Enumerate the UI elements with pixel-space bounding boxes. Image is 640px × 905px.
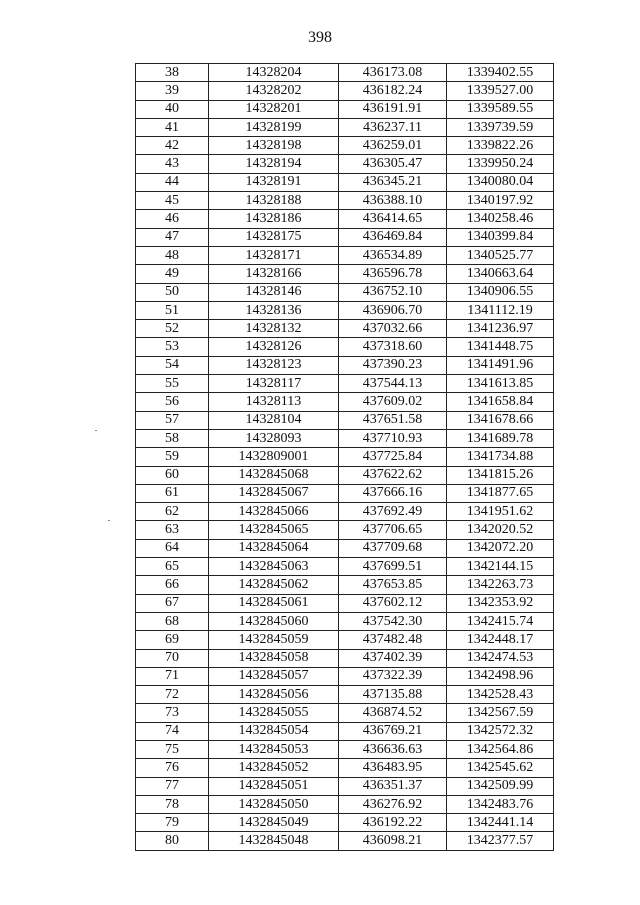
table-row (136, 539, 554, 557)
x-coordinate-cell: 437699.51 (339, 558, 447, 576)
point-number-cell: 59 (136, 448, 209, 466)
y-coordinate-cell: 1340399.84 (447, 228, 554, 246)
point-number-cell: 58 (136, 429, 209, 447)
point-id-cell: 1432845064 (209, 539, 339, 557)
table-row (136, 338, 554, 356)
x-coordinate-cell: 437032.66 (339, 320, 447, 338)
table-row (136, 155, 554, 173)
point-id-cell: 14328202 (209, 82, 339, 100)
x-coordinate-cell: 437709.68 (339, 539, 447, 557)
table-row (136, 686, 554, 704)
y-coordinate-cell: 1342567.59 (447, 704, 554, 722)
point-number-cell: 55 (136, 375, 209, 393)
x-coordinate-cell: 436345.21 (339, 173, 447, 191)
table-row (136, 411, 554, 429)
x-coordinate-cell: 437135.88 (339, 686, 447, 704)
x-coordinate-cell: 437544.13 (339, 375, 447, 393)
y-coordinate-cell: 1342509.99 (447, 777, 554, 795)
point-number-cell: 42 (136, 137, 209, 155)
table-row (136, 393, 554, 411)
point-id-cell: 14328146 (209, 283, 339, 301)
point-id-cell: 14328113 (209, 393, 339, 411)
point-number-cell: 61 (136, 484, 209, 502)
point-number-cell: 54 (136, 356, 209, 374)
point-number-cell: 47 (136, 228, 209, 246)
point-number-cell: 64 (136, 539, 209, 557)
point-number-cell: 70 (136, 649, 209, 667)
coordinates-table-body (136, 64, 554, 851)
x-coordinate-cell: 436636.63 (339, 740, 447, 758)
point-number-cell: 53 (136, 338, 209, 356)
point-id-cell: 14328188 (209, 192, 339, 210)
x-coordinate-cell: 436237.11 (339, 118, 447, 136)
point-id-cell: 1432845048 (209, 832, 339, 850)
y-coordinate-cell: 1342474.53 (447, 649, 554, 667)
y-coordinate-cell: 1341448.75 (447, 338, 554, 356)
table-row (136, 265, 554, 283)
x-coordinate-cell: 436191.91 (339, 100, 447, 118)
y-coordinate-cell: 1342263.73 (447, 576, 554, 594)
table-row (136, 576, 554, 594)
x-coordinate-cell: 436752.10 (339, 283, 447, 301)
table-row (136, 667, 554, 685)
point-id-cell: 14328132 (209, 320, 339, 338)
table-row (136, 814, 554, 832)
point-number-cell: 69 (136, 631, 209, 649)
point-id-cell: 14328191 (209, 173, 339, 191)
table-row (136, 192, 554, 210)
point-id-cell: 1432845056 (209, 686, 339, 704)
table-row (136, 100, 554, 118)
x-coordinate-cell: 437602.12 (339, 594, 447, 612)
point-id-cell: 1432845062 (209, 576, 339, 594)
point-number-cell: 76 (136, 759, 209, 777)
table-row (136, 448, 554, 466)
y-coordinate-cell: 1341112.19 (447, 301, 554, 319)
point-id-cell: 1432845061 (209, 594, 339, 612)
x-coordinate-cell: 437651.58 (339, 411, 447, 429)
table-row (136, 759, 554, 777)
scan-speck (108, 520, 110, 521)
y-coordinate-cell: 1339950.24 (447, 155, 554, 173)
y-coordinate-cell: 1342020.52 (447, 521, 554, 539)
y-coordinate-cell: 1339402.55 (447, 64, 554, 82)
x-coordinate-cell: 437622.62 (339, 466, 447, 484)
table-row (136, 375, 554, 393)
point-id-cell: 14328093 (209, 429, 339, 447)
point-number-cell: 51 (136, 301, 209, 319)
table-row (136, 246, 554, 264)
point-id-cell: 1432845050 (209, 795, 339, 813)
table-row (136, 228, 554, 246)
x-coordinate-cell: 436414.65 (339, 210, 447, 228)
x-coordinate-cell: 436534.89 (339, 246, 447, 264)
table-row (136, 301, 554, 319)
x-coordinate-cell: 437390.23 (339, 356, 447, 374)
point-id-cell: 14328123 (209, 356, 339, 374)
table-row (136, 740, 554, 758)
y-coordinate-cell: 1340906.55 (447, 283, 554, 301)
y-coordinate-cell: 1342564.86 (447, 740, 554, 758)
point-id-cell: 14328186 (209, 210, 339, 228)
coordinates-table (135, 63, 554, 851)
x-coordinate-cell: 436469.84 (339, 228, 447, 246)
x-coordinate-cell: 436192.22 (339, 814, 447, 832)
x-coordinate-cell: 436483.95 (339, 759, 447, 777)
point-number-cell: 68 (136, 612, 209, 630)
table-row (136, 64, 554, 82)
x-coordinate-cell: 437706.65 (339, 521, 447, 539)
point-number-cell: 39 (136, 82, 209, 100)
table-row (136, 521, 554, 539)
y-coordinate-cell: 1340080.04 (447, 173, 554, 191)
x-coordinate-cell: 437710.93 (339, 429, 447, 447)
point-number-cell: 56 (136, 393, 209, 411)
point-id-cell: 1432845067 (209, 484, 339, 502)
y-coordinate-cell: 1342377.57 (447, 832, 554, 850)
table-row (136, 795, 554, 813)
point-id-cell: 14328171 (209, 246, 339, 264)
page-number: 398 (308, 29, 332, 46)
point-id-cell: 14328175 (209, 228, 339, 246)
point-number-cell: 46 (136, 210, 209, 228)
point-id-cell: 1432845059 (209, 631, 339, 649)
table-row (136, 722, 554, 740)
point-number-cell: 44 (136, 173, 209, 191)
point-number-cell: 52 (136, 320, 209, 338)
point-number-cell: 77 (136, 777, 209, 795)
y-coordinate-cell: 1342448.17 (447, 631, 554, 649)
point-number-cell: 75 (136, 740, 209, 758)
point-number-cell: 45 (136, 192, 209, 210)
x-coordinate-cell: 436182.24 (339, 82, 447, 100)
point-number-cell: 65 (136, 558, 209, 576)
coordinates-table-container (135, 63, 554, 851)
point-number-cell: 73 (136, 704, 209, 722)
x-coordinate-cell: 436098.21 (339, 832, 447, 850)
point-id-cell: 1432845063 (209, 558, 339, 576)
y-coordinate-cell: 1342498.96 (447, 667, 554, 685)
x-coordinate-cell: 437725.84 (339, 448, 447, 466)
table-row (136, 82, 554, 100)
point-id-cell: 14328201 (209, 100, 339, 118)
point-id-cell: 1432845051 (209, 777, 339, 795)
point-id-cell: 14328166 (209, 265, 339, 283)
table-row (136, 429, 554, 447)
table-row (136, 631, 554, 649)
point-number-cell: 74 (136, 722, 209, 740)
table-row (136, 594, 554, 612)
y-coordinate-cell: 1341236.97 (447, 320, 554, 338)
point-id-cell: 14328194 (209, 155, 339, 173)
table-row (136, 649, 554, 667)
y-coordinate-cell: 1340197.92 (447, 192, 554, 210)
point-number-cell: 66 (136, 576, 209, 594)
y-coordinate-cell: 1342528.43 (447, 686, 554, 704)
point-number-cell: 62 (136, 503, 209, 521)
table-row (136, 210, 554, 228)
point-id-cell: 1432845066 (209, 503, 339, 521)
y-coordinate-cell: 1342144.15 (447, 558, 554, 576)
point-number-cell: 41 (136, 118, 209, 136)
table-row (136, 704, 554, 722)
y-coordinate-cell: 1340258.46 (447, 210, 554, 228)
x-coordinate-cell: 436769.21 (339, 722, 447, 740)
y-coordinate-cell: 1339739.59 (447, 118, 554, 136)
y-coordinate-cell: 1341658.84 (447, 393, 554, 411)
point-id-cell: 1432845065 (209, 521, 339, 539)
y-coordinate-cell: 1342572.32 (447, 722, 554, 740)
table-row (136, 832, 554, 850)
point-number-cell: 40 (136, 100, 209, 118)
point-id-cell: 1432845068 (209, 466, 339, 484)
point-number-cell: 71 (136, 667, 209, 685)
table-row (136, 283, 554, 301)
y-coordinate-cell: 1342415.74 (447, 612, 554, 630)
x-coordinate-cell: 437318.60 (339, 338, 447, 356)
y-coordinate-cell: 1340663.64 (447, 265, 554, 283)
y-coordinate-cell: 1341491.96 (447, 356, 554, 374)
table-row (136, 484, 554, 502)
point-id-cell: 14328104 (209, 411, 339, 429)
table-row (136, 356, 554, 374)
point-number-cell: 72 (136, 686, 209, 704)
table-row (136, 503, 554, 521)
x-coordinate-cell: 437322.39 (339, 667, 447, 685)
point-number-cell: 63 (136, 521, 209, 539)
point-id-cell: 1432845058 (209, 649, 339, 667)
y-coordinate-cell: 1339589.55 (447, 100, 554, 118)
point-id-cell: 1432845054 (209, 722, 339, 740)
point-id-cell: 1432845055 (209, 704, 339, 722)
x-coordinate-cell: 437482.48 (339, 631, 447, 649)
point-id-cell: 14328204 (209, 64, 339, 82)
x-coordinate-cell: 437402.39 (339, 649, 447, 667)
point-id-cell: 14328136 (209, 301, 339, 319)
table-row (136, 777, 554, 795)
table-row (136, 558, 554, 576)
y-coordinate-cell: 1342545.62 (447, 759, 554, 777)
y-coordinate-cell: 1341678.66 (447, 411, 554, 429)
y-coordinate-cell: 1342441.14 (447, 814, 554, 832)
y-coordinate-cell: 1339822.26 (447, 137, 554, 155)
point-id-cell: 1432845049 (209, 814, 339, 832)
point-number-cell: 48 (136, 246, 209, 264)
x-coordinate-cell: 437609.02 (339, 393, 447, 411)
y-coordinate-cell: 1340525.77 (447, 246, 554, 264)
table-row (136, 118, 554, 136)
table-row (136, 320, 554, 338)
scan-speck (95, 430, 97, 431)
point-id-cell: 1432809001 (209, 448, 339, 466)
x-coordinate-cell: 436173.08 (339, 64, 447, 82)
point-id-cell: 14328199 (209, 118, 339, 136)
point-number-cell: 49 (136, 265, 209, 283)
table-row (136, 612, 554, 630)
point-id-cell: 14328117 (209, 375, 339, 393)
table-row (136, 137, 554, 155)
x-coordinate-cell: 436906.70 (339, 301, 447, 319)
x-coordinate-cell: 436388.10 (339, 192, 447, 210)
x-coordinate-cell: 437542.30 (339, 612, 447, 630)
x-coordinate-cell: 436276.92 (339, 795, 447, 813)
y-coordinate-cell: 1341877.65 (447, 484, 554, 502)
point-number-cell: 50 (136, 283, 209, 301)
x-coordinate-cell: 436596.78 (339, 265, 447, 283)
y-coordinate-cell: 1341613.85 (447, 375, 554, 393)
x-coordinate-cell: 436874.52 (339, 704, 447, 722)
point-id-cell: 1432845060 (209, 612, 339, 630)
y-coordinate-cell: 1341734.88 (447, 448, 554, 466)
y-coordinate-cell: 1341689.78 (447, 429, 554, 447)
point-number-cell: 60 (136, 466, 209, 484)
point-id-cell: 1432845052 (209, 759, 339, 777)
table-row (136, 173, 554, 191)
x-coordinate-cell: 437653.85 (339, 576, 447, 594)
point-number-cell: 43 (136, 155, 209, 173)
y-coordinate-cell: 1339527.00 (447, 82, 554, 100)
x-coordinate-cell: 436305.47 (339, 155, 447, 173)
point-id-cell: 14328198 (209, 137, 339, 155)
point-id-cell: 14328126 (209, 338, 339, 356)
y-coordinate-cell: 1342353.92 (447, 594, 554, 612)
point-id-cell: 1432845053 (209, 740, 339, 758)
point-number-cell: 79 (136, 814, 209, 832)
x-coordinate-cell: 436259.01 (339, 137, 447, 155)
x-coordinate-cell: 437666.16 (339, 484, 447, 502)
point-number-cell: 57 (136, 411, 209, 429)
y-coordinate-cell: 1342072.20 (447, 539, 554, 557)
x-coordinate-cell: 437692.49 (339, 503, 447, 521)
table-row (136, 466, 554, 484)
x-coordinate-cell: 436351.37 (339, 777, 447, 795)
point-number-cell: 80 (136, 832, 209, 850)
point-number-cell: 67 (136, 594, 209, 612)
y-coordinate-cell: 1342483.76 (447, 795, 554, 813)
point-number-cell: 78 (136, 795, 209, 813)
point-number-cell: 38 (136, 64, 209, 82)
y-coordinate-cell: 1341815.26 (447, 466, 554, 484)
point-id-cell: 1432845057 (209, 667, 339, 685)
y-coordinate-cell: 1341951.62 (447, 503, 554, 521)
